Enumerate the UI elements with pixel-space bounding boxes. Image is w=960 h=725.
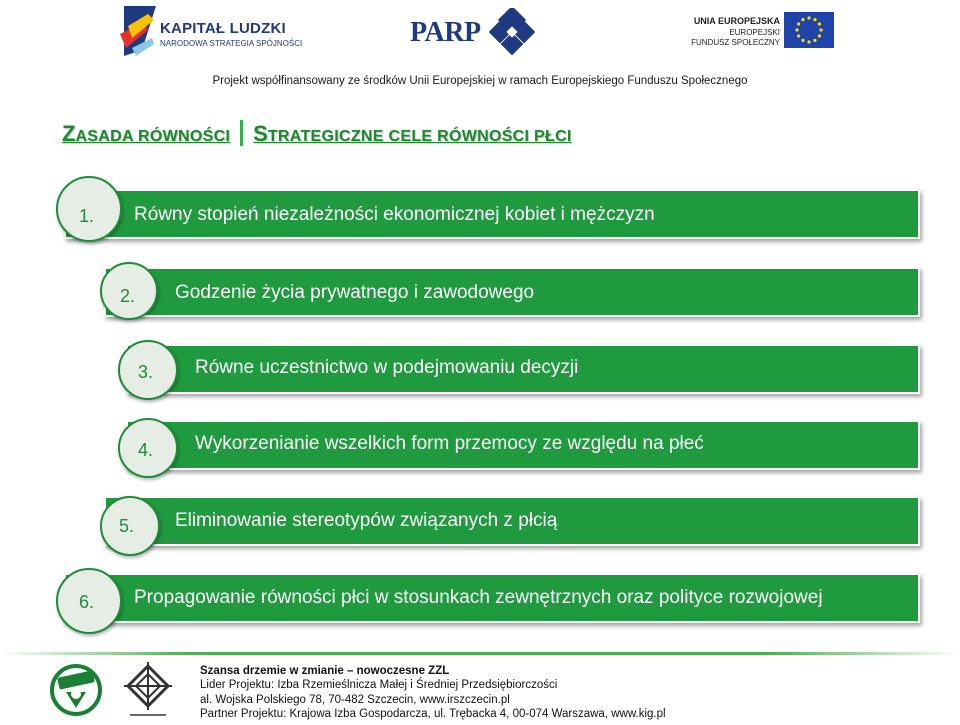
goal-number-4: 4. — [138, 440, 154, 460]
kapital-ludzki-title: KAPITAŁ LUDZKI — [160, 20, 286, 37]
rzemioslo-emblem-icon — [48, 660, 104, 718]
eu-line3: FUNDUSZ SPOŁECZNY — [691, 38, 780, 47]
eu-logo — [690, 6, 850, 56]
goal-number-2: 2. — [120, 286, 136, 306]
page-title — [62, 120, 572, 147]
goal-number-3: 3. — [138, 362, 154, 382]
cofinance-note: Projekt współfinansowany ze środków Unii Europejskiej w ramach Europejskiego Funduszu Społecznego — [212, 75, 748, 87]
eu-line2: EUROPEJSKI — [729, 28, 780, 37]
parp-logo — [410, 8, 540, 58]
eu-title: UNIA EUROPEJSKA — [693, 16, 780, 26]
rzemioslo-logo — [48, 660, 104, 718]
title-separator — [240, 120, 243, 146]
title-part2-initial: S — [253, 121, 268, 146]
title-part1-rest: ASADA RÓWNOŚCI — [75, 128, 231, 145]
footer-info — [200, 664, 666, 722]
goal-text-1: Równy stopień niezależności ekonomicznej kobiet i mężczyzn — [134, 204, 655, 225]
kapital-ludzki-subtitle: NARODOWA STRATEGIA SPÓJNOŚCI — [160, 39, 303, 48]
eu-flag-icon — [784, 12, 834, 48]
leader-address: al. Wojska Polskiego 78, 70-482 Szczecin, www.irszczecin.pl — [200, 693, 510, 706]
project-partner: Partner Projektu: Krajowa Izba Gospodarcza, ul. Trębacka 4, 00-074 Warszawa, www.kig.pl — [200, 708, 666, 721]
project-name: Szansa drzemie w zmianie – nowoczesne ZZL — [200, 665, 450, 677]
kig-logo — [122, 660, 174, 720]
kig-emblem-icon — [122, 660, 174, 720]
goal-number-6: 6. — [79, 592, 95, 612]
kapital-ludzki-emblem-icon — [118, 4, 160, 58]
footer-divider — [0, 652, 960, 655]
title-part2-rest: TRATEGICZNE CELE RÓWNOŚCI PŁCI — [267, 128, 572, 145]
project-leader: Lider Projektu: Izba Rzemieślnicza Małej i Średniej Przedsiębiorczości — [200, 679, 558, 692]
goal-text-6: Propagowanie równości płci w stosunkach zewnętrznych oraz polityce rozwojowej — [134, 587, 823, 608]
kapital-ludzki-logo — [118, 4, 303, 58]
goal-text-5: Eliminowanie stereotypów związanych z płcią — [175, 510, 558, 531]
goal-text-4: Wykorzenianie wszelkich form przemocy ze względu na płeć — [195, 433, 704, 454]
goal-text-2: Godzenie życia prywatnego i zawodowego — [175, 282, 535, 303]
goal-text-3: Równe uczestnictwo w podejmowaniu decyzji — [195, 357, 579, 378]
title-part1-initial: Z — [62, 121, 76, 146]
goal-number-1: 1. — [79, 206, 95, 226]
parp-emblem-icon — [488, 8, 536, 56]
parp-title: PARP — [410, 17, 481, 48]
goal-number-5: 5. — [119, 516, 135, 536]
